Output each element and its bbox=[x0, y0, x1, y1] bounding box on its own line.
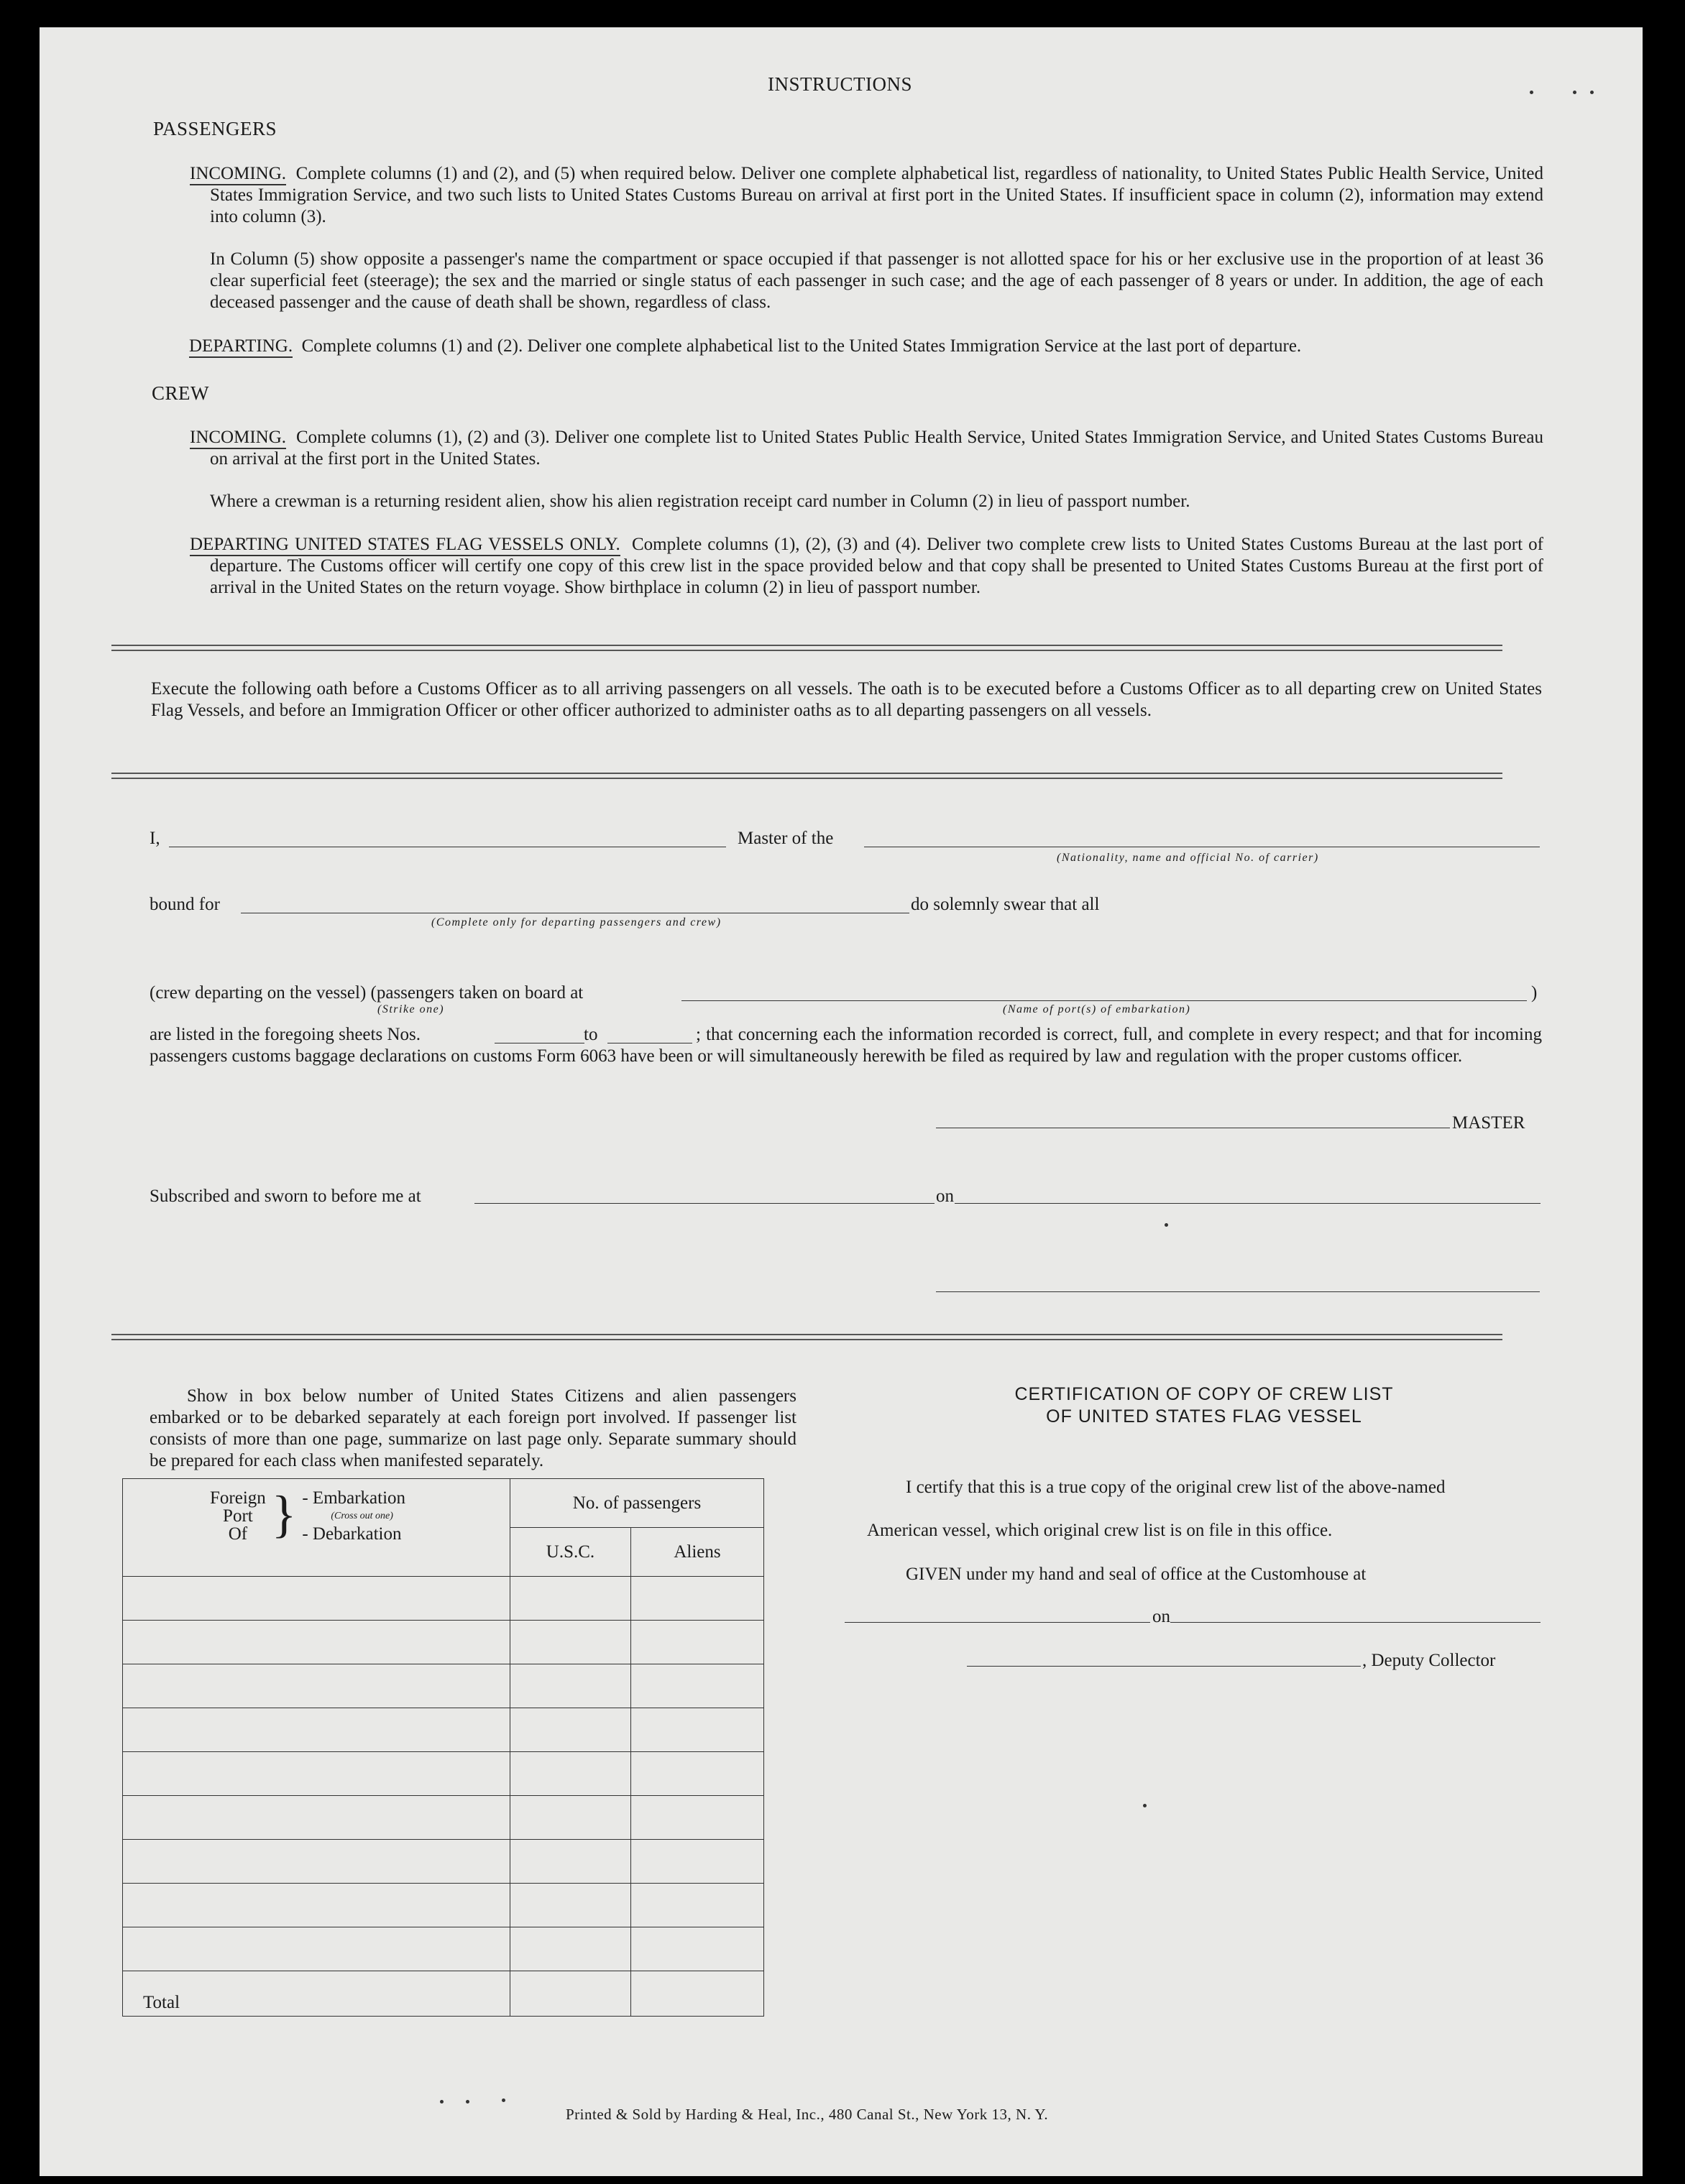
oath-intro: Execute the following oath before a Customs Officer as to all arriving passengers on all vessels. The oath is to be executed before a Customs Officer as to all departing crew on United States Flag Vessels, and before an Immigration Officer or other officer authorized to administer oaths as to all departing passengers on all vessels. bbox=[151, 679, 1542, 720]
passengers-incoming-text: Complete columns (1) and (2), and (5) when required below. Deliver one complete alphabetical list, regardless of nationality, to United States Public Health Service, United States Immigration Service, and two such lists to United States Customs Bureau on arrival at first port in the United States. If insufficient space in column (2), information may extend into column (3). bbox=[210, 164, 1544, 226]
table-row bbox=[123, 1752, 764, 1796]
section-divider bbox=[111, 1334, 1502, 1340]
embarkation-label: - Embarkation bbox=[302, 1488, 406, 1508]
artifact-dot bbox=[1530, 91, 1533, 94]
summary-intro: Show in box below number of United States Citizens and alien passengers embarked or to be debarked separately at each foreign port involved. If passenger list consists of more than one page, summarize on last page only. Separate summary should be prepared for each class when manifested separately. bbox=[150, 1386, 796, 1470]
table-row bbox=[123, 1840, 764, 1884]
certification-on-word: on bbox=[1152, 1607, 1170, 1626]
artifact-dot bbox=[440, 2100, 444, 2104]
given-text: GIVEN under my hand and seal of office at the Customhouse at bbox=[906, 1565, 1367, 1584]
aliens-cell[interactable] bbox=[631, 1621, 764, 1664]
artifact-dot bbox=[1573, 91, 1576, 94]
aliens-cell[interactable] bbox=[631, 1752, 764, 1796]
cross-out-caption: (Cross out one) bbox=[331, 1511, 393, 1521]
certification-date-field[interactable] bbox=[1170, 1622, 1541, 1623]
master-of-label: Master of the bbox=[738, 829, 834, 848]
table-row bbox=[123, 1927, 764, 1971]
port-cell[interactable] bbox=[123, 1664, 510, 1708]
certification-title-line1: CERTIFICATION OF COPY OF CREW LIST bbox=[1014, 1384, 1394, 1404]
certification-title bbox=[848, 1383, 1560, 1428]
foreign-port-header bbox=[123, 1479, 510, 1577]
artifact-dot bbox=[466, 2100, 469, 2104]
deputy-collector-label: , Deputy Collector bbox=[1362, 1651, 1496, 1670]
certify-line1: I certify that this is a true copy of the original crew list of the above-named bbox=[906, 1478, 1446, 1497]
aliens-cell[interactable] bbox=[631, 1664, 764, 1708]
passengers-heading: PASSENGERS bbox=[153, 118, 277, 139]
aliens-cell[interactable] bbox=[631, 1796, 764, 1840]
passengers-departing-paragraph bbox=[189, 336, 1544, 357]
port-label: Port bbox=[223, 1506, 253, 1526]
strike-caption: (Strike one) bbox=[377, 1003, 445, 1015]
crew-departing-text: Complete columns (1), (2), (3) and (4). Deliver two complete crew lists to United States Customs Bureau at the last port of departure. The Customs officer will certify one copy of this crew list in the space provided below and that copy shall be presented to United States Customs Bureau at the first port of arrival in the United States on the return voyage. Show birthplace in column (2) in lieu of passport number. bbox=[210, 535, 1543, 597]
usc-cell[interactable] bbox=[510, 1664, 631, 1708]
passengers-departing-label: DEPARTING. bbox=[189, 336, 293, 358]
usc-cell[interactable] bbox=[510, 1621, 631, 1664]
port-cell[interactable] bbox=[123, 1708, 510, 1752]
table-row bbox=[123, 1664, 764, 1708]
crew-incoming-text: Complete columns (1), (2) and (3). Deliver one complete list to United States Public Health Service, United States Immigration Service, and United States Customs Bureau on arrival at the first port in the United States. bbox=[210, 428, 1543, 469]
section-divider bbox=[111, 645, 1502, 651]
usc-cell[interactable] bbox=[510, 1927, 631, 1971]
table-row bbox=[123, 1621, 764, 1664]
of-label: Of bbox=[228, 1524, 248, 1544]
crew-incoming-label: INCOMING. bbox=[190, 428, 286, 449]
usc-cell[interactable] bbox=[510, 1840, 631, 1884]
no-of-passengers-header: No. of passengers bbox=[510, 1479, 764, 1528]
debarkation-label: - Debarkation bbox=[302, 1524, 402, 1544]
artifact-dot bbox=[502, 2098, 505, 2102]
sworn-date-field[interactable] bbox=[955, 1203, 1541, 1204]
aliens-cell[interactable] bbox=[631, 1927, 764, 1971]
aliens-cell[interactable] bbox=[631, 1884, 764, 1927]
master-label: MASTER bbox=[1452, 1113, 1525, 1133]
sworn-place-field[interactable] bbox=[474, 1203, 935, 1204]
port-caption: (Name of port(s) of embarkation) bbox=[1003, 1003, 1191, 1015]
port-cell[interactable] bbox=[123, 1840, 510, 1884]
instructions-title: INSTRUCTIONS bbox=[768, 73, 913, 95]
artifact-dot bbox=[1165, 1223, 1168, 1227]
usc-header: U.S.C. bbox=[510, 1528, 631, 1577]
listed-text: ; that concerning each the information recorded is correct, full, and complete in every respect; and that for incoming passengers customs baggage declarations on customs Form 6063 have been or will simultaneously herewith be filed as required by law and regulation with the proper customs officer. bbox=[150, 1025, 1542, 1066]
table-row bbox=[123, 1796, 764, 1840]
port-cell[interactable] bbox=[123, 1752, 510, 1796]
passengers-departing-text: Complete columns (1) and (2). Deliver one complete alphabetical list to the United States Immigration Service at the last port of departure. bbox=[301, 336, 1302, 356]
port-cell[interactable] bbox=[123, 1621, 510, 1664]
port-cell[interactable] bbox=[123, 1796, 510, 1840]
certification-title-line2: OF UNITED STATES FLAG VESSEL bbox=[1046, 1406, 1362, 1427]
port-cell[interactable] bbox=[123, 1884, 510, 1927]
port-cell[interactable] bbox=[123, 1927, 510, 1971]
officer-signature-field[interactable] bbox=[936, 1291, 1540, 1292]
crew-passengers-label: (crew departing on the vessel) (passengers taken on board at bbox=[150, 983, 584, 1003]
aliens-cell[interactable] bbox=[631, 1577, 764, 1621]
foreign-label: Foreign bbox=[210, 1488, 266, 1508]
usc-cell[interactable] bbox=[510, 1708, 631, 1752]
usc-cell[interactable] bbox=[510, 1752, 631, 1796]
usc-cell[interactable] bbox=[510, 1796, 631, 1840]
brace-icon: } bbox=[271, 1485, 297, 1543]
carrier-caption: (Nationality, name and official No. of carrier) bbox=[1057, 852, 1319, 864]
passengers-incoming-paragraph bbox=[190, 163, 1544, 228]
to-word: to bbox=[584, 1025, 598, 1044]
printer-credit: Printed & Sold by Harding & Heal, Inc., 480 Canal St., New York 13, N. Y. bbox=[566, 2106, 1049, 2123]
close-paren: ) bbox=[1531, 983, 1538, 1003]
crew-heading: CREW bbox=[152, 382, 209, 404]
passengers-incoming-label: INCOMING. bbox=[190, 164, 286, 185]
bound-for-caption: (Complete only for departing passengers and crew) bbox=[431, 916, 722, 929]
deputy-signature-field[interactable] bbox=[967, 1666, 1361, 1667]
embarkation-port-field[interactable] bbox=[681, 1000, 1527, 1001]
aliens-total-cell[interactable] bbox=[631, 1971, 764, 2017]
total-label: Total bbox=[123, 1971, 510, 2017]
crew-departing-paragraph bbox=[190, 534, 1543, 599]
table-row bbox=[123, 1708, 764, 1752]
artifact-dot bbox=[1143, 1804, 1147, 1807]
usc-cell[interactable] bbox=[510, 1884, 631, 1927]
sworn-on-word: on bbox=[936, 1187, 954, 1206]
section-divider bbox=[111, 773, 1502, 779]
passenger-summary-table bbox=[122, 1478, 764, 2017]
crew-resident-paragraph: Where a crewman is a returning resident alien, show his alien registration receipt card number in Column (2) in lieu of passport number. bbox=[210, 492, 1190, 511]
listed-prefix: are listed in the foregoing sheets Nos. bbox=[150, 1025, 421, 1044]
swear-text: do solemnly swear that all bbox=[911, 895, 1100, 914]
usc-cell[interactable] bbox=[510, 1577, 631, 1621]
total-row bbox=[123, 1971, 764, 2017]
oath-i-label: I, bbox=[150, 829, 160, 848]
artifact-dot bbox=[1590, 91, 1594, 94]
table-row bbox=[123, 1884, 764, 1927]
passengers-column5-paragraph: In Column (5) show opposite a passenger's name the compartment or space occupied if that passenger is not allotted space for his or her exclusive use in the proportion of at least 36 clear superficial feet (steerage); the sex and the married or single status of each passenger in such case; and the age of each passenger of 8 years or under. In addition, the age of each deceased passenger and the cause of death shall be shown, regardless of class. bbox=[210, 249, 1543, 312]
usc-total-cell[interactable] bbox=[510, 1971, 631, 2017]
aliens-cell[interactable] bbox=[631, 1840, 764, 1884]
bound-for-label: bound for bbox=[150, 895, 220, 914]
table-row bbox=[123, 1577, 764, 1621]
port-cell[interactable] bbox=[123, 1577, 510, 1621]
subscribed-label: Subscribed and sworn to before me at bbox=[150, 1187, 421, 1206]
crew-incoming-paragraph bbox=[190, 427, 1543, 470]
aliens-cell[interactable] bbox=[631, 1708, 764, 1752]
certify-line2: American vessel, which original crew list is on file in this office. bbox=[867, 1521, 1333, 1540]
crew-departing-label: DEPARTING UNITED STATES FLAG VESSELS ONLY. bbox=[190, 535, 620, 556]
customhouse-field[interactable] bbox=[845, 1622, 1150, 1623]
aliens-header: Aliens bbox=[631, 1528, 764, 1577]
